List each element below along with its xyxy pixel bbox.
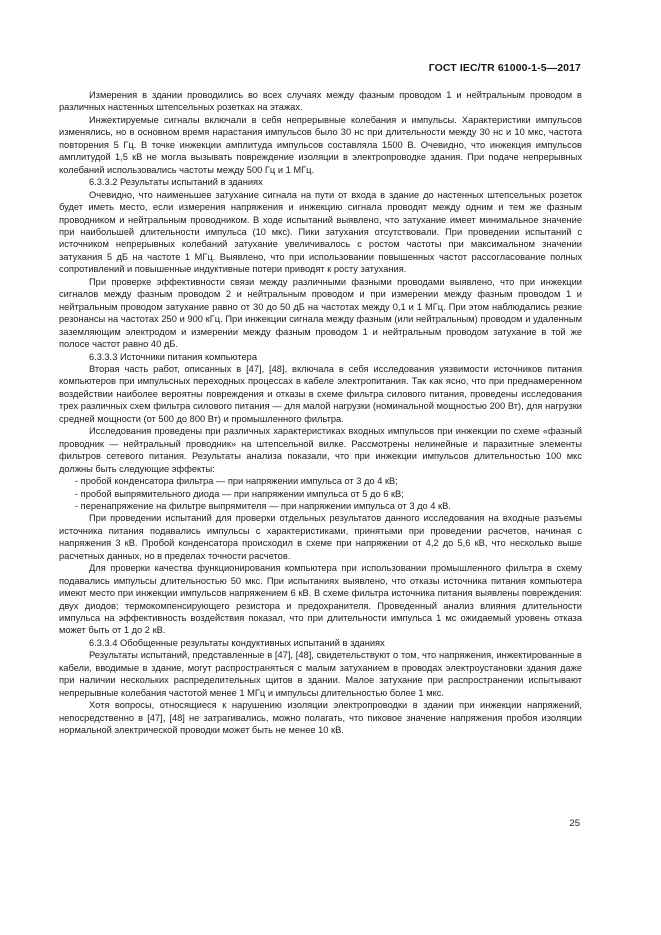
page-number: 25 [569,818,580,829]
document-body [59,89,582,737]
section-heading: 6.3.3.3 Источники питания компьютера [89,351,258,362]
section-heading: 6.3.3.2 Результаты испытаний в зданиях [89,177,263,188]
document-header: ГОСТ IEC/TR 61000-1-5—2017 [428,62,581,74]
paragraph: Хотя вопросы, относящиеся к нарушению изоляции электропроводки в здании при инжекции напряжений, непосредственно в [47], [48] не затрагивались, можно полагать, что пиковое значение напряжения пробоя изоляции нормальной электрической проводки может быть не менее 10 кВ. [59,700,582,736]
paragraph: Очевидно, что наименьшее затухание сигнала на пути от входа в здание до настенных штепсельных розеток будет иметь место, если измерения напряжения и инжекцию сигнала проводят между одним и тем же фазным проводником и нейтральным проводником. В ходе испытаний выявлено, что затухание имеет минимальное значение при наибольшей длительности импульса (10 мкс). Пики затухания отсутствовали. При проведении испытаний с источником непрерывных колебаний затухание увеличивалось с ростом частоты при максимальном значении затухания 5 дБ на частоте 1 МГц. Выявлено, что при использовании повышенных частот рассогласование полных сопротивлений и повышенные индуктивные потери приводят к росту затухания. [59,189,582,275]
section-heading: 6.3.3.4 Обобщенные результаты кондуктивных испытаний в зданиях [89,637,385,648]
list-item: - пробой конденсатора фильтра — при напряжении импульса от 3 до 4 кВ; [75,476,398,487]
paragraph: Результаты испытаний, представленные в [47], [48], свидетельствуют о том, что напряжения, инжектированные в кабели, вводимые в здание, могут распространяться с малым затуханием в проводах электроустановки здания даже при наличии нескольких распределительных щитов в здании. Малое затухание при распространении испытывают непрерывные колебания частотой менее 1 МГц и импульсы длительностью более 1 мкс. [59,650,582,698]
paragraph: Вторая часть работ, описанных в [47], [48], включала в себя исследования уязвимости источников питания компьютеров при импульсных переходных процессах в кабеле электропитания. Так как ясно, что при преднамеренном воздействии наиболее вероятны повреждения и отказы в схеме фильтра силового питания, проведены исследования трех различных схем фильтра силового питания — для малой нагрузки (номинальной мощностью 200 Вт), для нагрузки средней мощности (от 500 до 800 Вт) и промышленного фильтра. [59,363,582,424]
list-item: - пробой выпрямительного диода — при напряжении импульса от 5 до 6 кВ; [75,488,404,499]
paragraph: Для проверки качества функционирования компьютера при использовании промышленного фильтра в схему подавались импульсы длительностью 50 мкс. При испытаниях выявлено, что отказы источника питания компьютера имеют место при инжекции импульсов напряжением 6 кВ. В схеме фильтра источника питания выявлены повреждения: двух диодов; термокомпенсирующего резистора и предохранителя. Проведенный анализ влияния длительности импульса на эффективность воздействия показал, что при длительности импульса 1 мс ожидаемый уровень отказа может быть от 1 до 2 кВ. [59,563,582,636]
paragraph: Исследования проведены при различных характеристиках входных импульсов при инжекции по схеме «фазный проводник — нейтральный проводник» на штепсельной вилке. Рассмотрены нелинейные и паразитные элементы фильтров сетевого питания. Результаты анализа показали, что при инжекции импульсов длительностью 100 мкс должны быть следующие эффекты: [59,426,582,474]
list-item: - перенапряжение на фильтре выпрямителя — при напряжении импульса от 3 до 4 кВ. [75,500,451,511]
paragraph: При проведении испытаний для проверки отдельных результатов данного исследования на входные разъемы источника питания подавались импульсы с характеристиками, принятыми при проведении расчетов, начиная с напряжения 3 кВ. Пробой конденсатора происходил в схеме при напряжении от 4,2 до 5,6 кВ, что несколько выше расчетных данных, но в пределах точности расчетов. [59,513,582,561]
paragraph: Инжектируемые сигналы включали в себя непрерывные колебания и импульсы. Характеристики импульсов изменялись, но в основном время нарастания импульсов было 30 нс при длительности между 30 нс и 10 мкс, частота повторения 5 Гц. В точке инжекции амплитуда импульсов составляла 1500 В. Очевидно, что инжекция импульсов амплитудой 1,5 кВ не могла вызывать повреждение изоляции в электропроводке здания. При подаче непрерывных колебаний использовались частоты между 500 Гц и 1 МГц. [59,114,582,175]
paragraph: Измерения в здании проводились во всех случаях между фазным проводом 1 и нейтральным проводом в различных настенных штепсельных розетках на этажах. [59,90,582,113]
paragraph: При проверке эффективности связи между различными фазными проводами выявлено, что при инжекции сигналов между фазным проводом 2 и нейтральным проводом и при измерении между фазным проводом 1 и нейтральным проводом затухание равно от 30 до 50 дБ на частотах между 0,1 и 1 МГц. При этом наблюдались резкие резонансы на частотах 250 и 900 кГц. При инжекции сигнала между фазным (или нейтральным) проводом и удаленным заземляющим электродом и измерении между фазным проводом 1 и нейтральным проводом затухание в той же полосе частот равно 40 дБ. [59,276,582,350]
